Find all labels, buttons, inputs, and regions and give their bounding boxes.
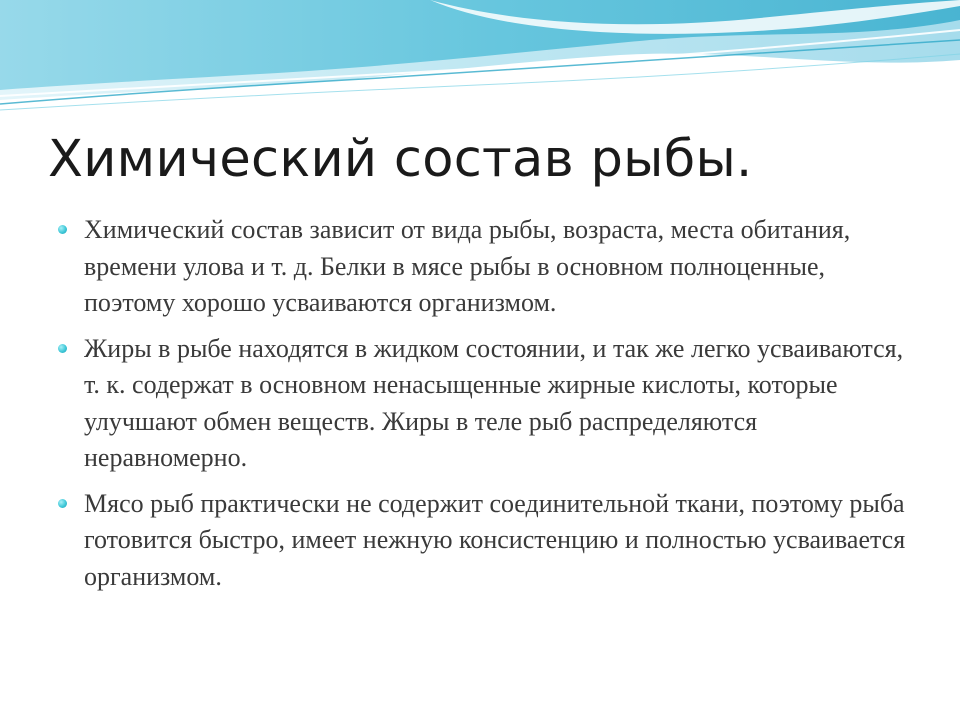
bullet-dot-icon [58, 499, 67, 508]
bullet-list [56, 212, 916, 604]
bullet-text: Мясо рыб практически не содержит соединительной ткани, поэтому рыба готовится быстро, имеет нежную консистенцию и полностью усваивается организмом. [84, 488, 906, 591]
wave-header-decoration [0, 0, 960, 120]
bullet-item [56, 212, 916, 322]
bullet-dot-icon [58, 225, 67, 234]
bullet-text: Химический состав зависит от вида рыбы, возраста, места обитания, времени улова и т. д. Белки в мясе рыбы в основном полноценные, поэтому хорошо усваиваются организмом. [84, 215, 851, 317]
bullet-text: Жиры в рыбе находятся в жидком состоянии, и так же легко усваиваются, т. к. содержат в основном ненасыщенные жирные кислоты, которые улучшают обмен веществ. Жиры в теле рыб распределяются неравномерно. [84, 333, 904, 472]
slide-title: Химический состав рыбы. [48, 130, 753, 189]
bullet-dot-icon [58, 344, 67, 353]
bullet-item [56, 331, 916, 477]
bullet-item [56, 486, 916, 596]
